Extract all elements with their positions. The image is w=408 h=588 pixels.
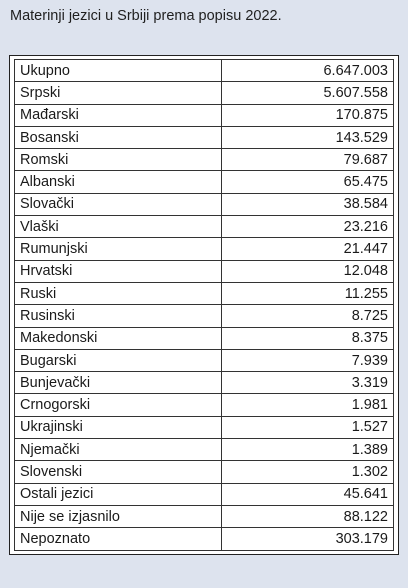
language-name-cell: Srpski: [15, 82, 222, 104]
languages-table: [14, 59, 394, 551]
speaker-count-cell: 1.302: [222, 461, 394, 483]
speaker-count-cell: 8.725: [222, 305, 394, 327]
language-name-cell: Slovenski: [15, 461, 222, 483]
language-name-cell: Vlaški: [15, 216, 222, 238]
speaker-count-cell: 1.389: [222, 439, 394, 461]
language-name-cell: Bosanski: [15, 126, 222, 148]
speaker-count-cell: 1.981: [222, 394, 394, 416]
language-name-cell: Rusinski: [15, 305, 222, 327]
language-name-cell: Albanski: [15, 171, 222, 193]
table-row: [15, 104, 394, 126]
table-row: [15, 372, 394, 394]
language-name-cell: Hrvatski: [15, 260, 222, 282]
language-name-cell: Nije se izjasnilo: [15, 505, 222, 527]
speaker-count-cell: 170.875: [222, 104, 394, 126]
table-row: [15, 126, 394, 148]
speaker-count-cell: 65.475: [222, 171, 394, 193]
language-name-cell: Njemački: [15, 439, 222, 461]
table-row: [15, 149, 394, 171]
language-name-cell: Makedonski: [15, 327, 222, 349]
speaker-count-cell: 7.939: [222, 349, 394, 371]
language-name-cell: Rumunjski: [15, 238, 222, 260]
language-name-cell: Crnogorski: [15, 394, 222, 416]
speaker-count-cell: 11.255: [222, 282, 394, 304]
language-name-cell: Slovački: [15, 193, 222, 215]
speaker-count-cell: 45.641: [222, 483, 394, 505]
language-name-cell: Ostali jezici: [15, 483, 222, 505]
table-row: [15, 60, 394, 82]
table-row: [15, 349, 394, 371]
table-row: [15, 216, 394, 238]
language-name-cell: Ruski: [15, 282, 222, 304]
speaker-count-cell: 5.607.558: [222, 82, 394, 104]
table-row: [15, 416, 394, 438]
table-row: [15, 171, 394, 193]
language-name-cell: Romski: [15, 149, 222, 171]
speaker-count-cell: 12.048: [222, 260, 394, 282]
speaker-count-cell: 303.179: [222, 528, 394, 550]
languages-table-body: [15, 60, 394, 551]
speaker-count-cell: 79.687: [222, 149, 394, 171]
language-name-cell: Ukrajinski: [15, 416, 222, 438]
table-row: [15, 528, 394, 550]
language-name-cell: Bunjevački: [15, 372, 222, 394]
table-row: [15, 394, 394, 416]
table-row: [15, 505, 394, 527]
speaker-count-cell: 21.447: [222, 238, 394, 260]
table-row: [15, 305, 394, 327]
speaker-count-cell: 23.216: [222, 216, 394, 238]
language-name-cell: Nepoznato: [15, 528, 222, 550]
table-row: [15, 439, 394, 461]
speaker-count-cell: 8.375: [222, 327, 394, 349]
table-row: [15, 461, 394, 483]
language-name-cell: Bugarski: [15, 349, 222, 371]
speaker-count-cell: 1.527: [222, 416, 394, 438]
table-row: [15, 260, 394, 282]
table-row: [15, 483, 394, 505]
page-title: Materinji jezici u Srbiji prema popisu 2022.: [10, 8, 282, 24]
language-name-cell: Ukupno: [15, 60, 222, 82]
speaker-count-cell: 143.529: [222, 126, 394, 148]
speaker-count-cell: 88.122: [222, 505, 394, 527]
table-row: [15, 82, 394, 104]
speaker-count-cell: 6.647.003: [222, 60, 394, 82]
table-row: [15, 238, 394, 260]
table-row: [15, 193, 394, 215]
speaker-count-cell: 38.584: [222, 193, 394, 215]
speaker-count-cell: 3.319: [222, 372, 394, 394]
table-row: [15, 327, 394, 349]
languages-table-container: [9, 55, 399, 555]
table-row: [15, 282, 394, 304]
language-name-cell: Mađarski: [15, 104, 222, 126]
